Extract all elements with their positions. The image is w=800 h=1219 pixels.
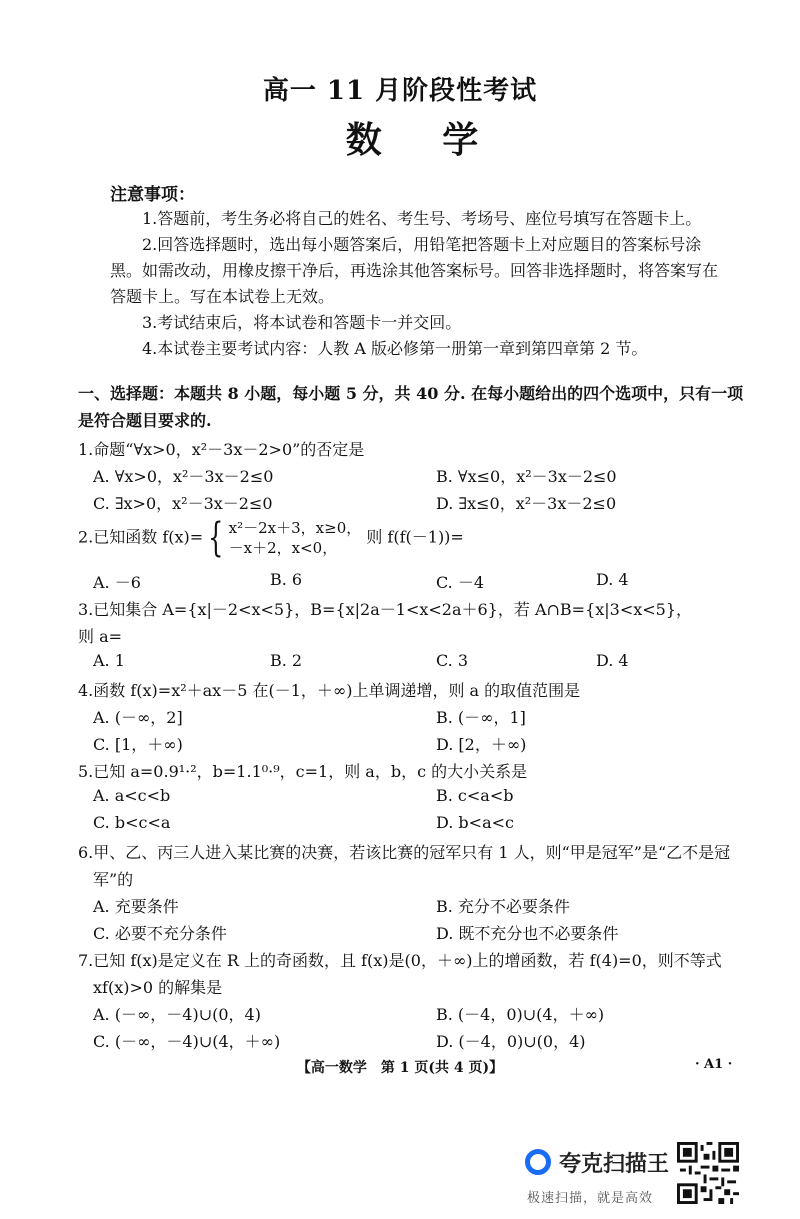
q7-option-d: D. (－4，0)∪(0，4): [436, 1032, 586, 1051]
q7-option-b: B. (－4，0)∪(4，＋∞): [436, 1005, 605, 1024]
q2-option-b: B. 6: [270, 570, 303, 589]
subject-title: 数 学: [345, 119, 503, 161]
exam-title: 高一 11 月阶段性考试: [262, 76, 538, 106]
scanner-logo-icon: [525, 1149, 551, 1175]
q1-option-a: A. ∀x>0，x²－3x－2≤0: [93, 467, 274, 486]
q7-option-a: A. (－∞，－4)∪(0，4): [93, 1005, 261, 1024]
q2-option-a: A. －6: [93, 573, 141, 592]
q3-option-c: C. 3: [436, 651, 469, 670]
q4-option-b: B. (－∞，1]: [436, 708, 526, 727]
notice-item-3: 3.考试结束后，将本试卷和答题卡一并交回。: [142, 313, 462, 332]
q3-option-b: B. 2: [270, 651, 303, 670]
piecewise-brace: {: [208, 515, 224, 561]
q2-option-d: D. 4: [596, 570, 629, 589]
question-3-stem: 3.已知集合 A={x|－2<x<5}，B={x|2a－1<x<2a＋6}，若 A∩B={x|3<x<5}，: [78, 600, 693, 619]
qr-code-icon: [677, 1142, 739, 1204]
q4-option-a: A. (－∞，2]: [93, 708, 183, 727]
question-7-stem: 7.已知 f(x)是定义在 R 上的奇函数，且 f(x)是(0，＋∞)上的增函数，若 f(4)=0，则不等式: [78, 951, 722, 970]
scanner-brand: 夸克扫描王: [559, 1152, 670, 1177]
q5-option-c: C. b<c<a: [93, 813, 171, 832]
question-6-stem-cont: 军”的: [93, 870, 134, 889]
question-7-stem-cont: xf(x)>0 的解集是: [93, 978, 223, 997]
q1-option-d: D. ∃x≤0，x²－3x－2≤0: [436, 494, 617, 513]
question-3-stem-cont: 则 a=: [78, 627, 123, 646]
question-2-stem: [78, 515, 464, 561]
q2-prefix: 2.已知函数 f(x)=: [78, 527, 204, 547]
question-1-stem: 1.命题“∀x>0，x²－3x－2>0”的否定是: [78, 440, 365, 459]
paper-code: · A1 ·: [695, 1057, 733, 1072]
question-6-stem: 6.甲、乙、丙三人进入某比赛的决赛，若该比赛的冠军只有 1 人，则“甲是冠军”是“乙不是冠: [78, 843, 731, 862]
notice-heading: 注意事项：: [110, 185, 195, 205]
q2-suffix: 则 f(f(－1))=: [366, 527, 464, 547]
q2-case-2: －x＋2，x<0，: [228, 539, 338, 557]
q5-option-a: A. a<c<b: [93, 786, 171, 805]
q4-option-d: D. [2，＋∞): [436, 735, 527, 754]
notice-item-1: 1.答题前，考生务必将自己的姓名、考生号、考场号、座位号填写在答题卡上。: [142, 209, 702, 228]
q1-option-b: B. ∀x≤0，x²－3x－2≤0: [436, 467, 617, 486]
q2-case-1: x²－2x＋3，x≥0，: [228, 519, 362, 537]
q3-option-d: D. 4: [596, 651, 629, 670]
scanner-slogan: 极速扫描，就是高效: [527, 1191, 654, 1206]
notice-item-2: 2.回答选择题时，选出每小题答案后，用铅笔把答题卡上对应题目的答案标号涂黑。如需改动，用橡皮擦干净后，再选涂其他答案标号。回答非选择题时，将答案写在答题卡上。写在本试卷上无效。: [110, 235, 719, 306]
q5-option-b: B. c<a<b: [436, 786, 514, 805]
notice-item-4: 4.本试卷主要考试内容：人教 A 版必修第一册第一章到第四章第 2 节。: [142, 339, 648, 358]
q4-option-c: C. [1，＋∞): [93, 735, 183, 754]
question-5-stem: 5.已知 a=0.9¹·²，b=1.1⁰·⁹，c=1，则 a，b，c 的大小关系是: [78, 762, 528, 781]
page-footer: 【高一数学 第 1 页(共 4 页)】: [296, 1060, 504, 1076]
q5-option-d: D. b<a<c: [436, 813, 514, 832]
q6-option-b: B. 充分不必要条件: [436, 897, 570, 916]
piecewise-cases: [229, 518, 362, 558]
q3-option-a: A. 1: [93, 651, 125, 670]
q7-option-c: C. (－∞，－4)∪(4，＋∞): [93, 1032, 281, 1051]
section-heading: 一、选择题：本题共 8 小题，每小题 5 分，共 40 分. 在每小题给出的四个选项中，只有一项是符合题目要求的.: [78, 384, 744, 430]
q1-option-c: C. ∃x>0，x²－3x－2≤0: [93, 494, 273, 513]
q6-option-d: D. 既不充分也不必要条件: [436, 924, 619, 943]
q6-option-a: A. 充要条件: [93, 897, 179, 916]
q6-option-c: C. 必要不充分条件: [93, 924, 227, 943]
q2-option-c: C. －4: [436, 573, 485, 592]
question-4-stem: 4.函数 f(x)=x²＋ax－5 在(－1，＋∞)上单调递增，则 a 的取值范围是: [78, 681, 581, 700]
